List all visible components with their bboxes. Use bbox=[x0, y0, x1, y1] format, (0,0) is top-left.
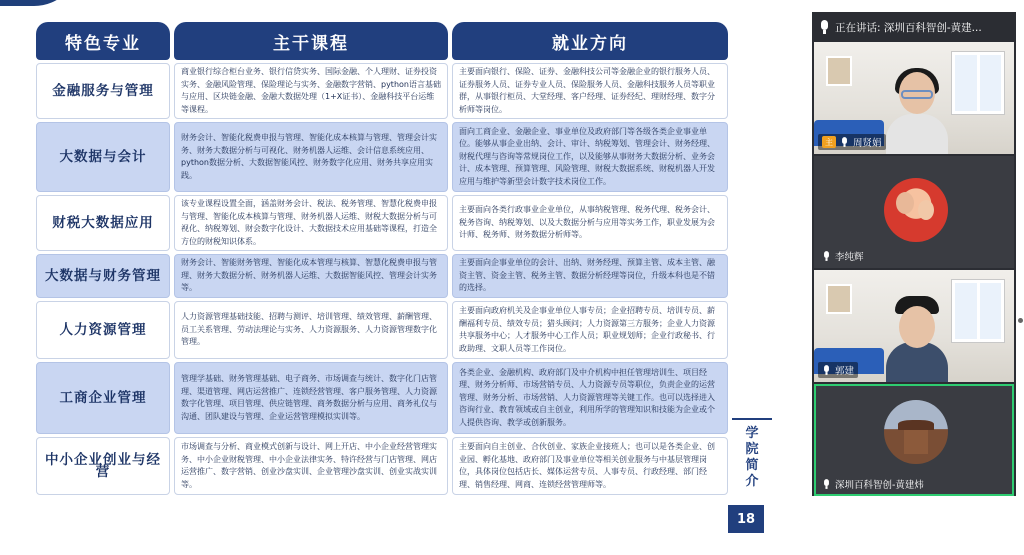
wall-painting bbox=[826, 284, 852, 314]
microphone-icon bbox=[841, 137, 847, 147]
microphone-icon bbox=[820, 20, 829, 34]
header-jobs: 就业方向 bbox=[452, 22, 728, 60]
side-title-char: 学 bbox=[745, 426, 759, 441]
participant-avatar bbox=[884, 178, 948, 242]
table-header-row bbox=[36, 22, 728, 60]
major-jobs: 主要面向银行、保险、证券、金融科技公司等金融企业的银行服务人员、证券服务人员、证券专业人员、保险服务人员、金融科技服务人员等职业群，从事银行柜员、大堂经理、客户经理、证券经纪、理财经理、数字分析师等岗位。 bbox=[452, 63, 728, 119]
participant-name: 深圳百科智创-黄建炜 bbox=[835, 480, 924, 491]
side-title-char: 简 bbox=[745, 458, 759, 473]
wall-painting bbox=[826, 56, 852, 86]
microphone-icon bbox=[823, 365, 829, 375]
major-name: 金融服务与管理 bbox=[36, 63, 170, 119]
person-body bbox=[886, 342, 948, 382]
participant-name-tag bbox=[818, 476, 928, 492]
microphone-icon bbox=[823, 479, 829, 489]
table-row bbox=[36, 362, 728, 434]
major-name: 人力资源管理 bbox=[36, 301, 170, 359]
microphone-icon bbox=[823, 251, 829, 261]
person-body bbox=[886, 114, 948, 154]
participant-video bbox=[886, 72, 948, 154]
major-name: 财税大数据应用 bbox=[36, 195, 170, 251]
major-jobs: 主要面向政府机关及企事业单位人事专员；企业招聘专员、培训专员、薪酬福利专员、绩效专员；猎头顾问；人力资源第三方服务；企业人力资源共享服务中心；人才服务中心工作人员；职业规划师；企业行政秘书、行政助理、文职人员等工作岗位。 bbox=[452, 301, 728, 359]
participant-name: 郭建 bbox=[835, 366, 855, 377]
speaking-label: 正在讲话: 深圳百科智创-黄建... bbox=[835, 21, 982, 34]
table-row bbox=[36, 254, 728, 298]
person-head bbox=[899, 306, 935, 348]
side-title-char: 院 bbox=[745, 442, 759, 457]
host-badge-icon: 主 bbox=[822, 136, 836, 148]
participant-name: 李纯辉 bbox=[835, 252, 864, 263]
speaking-indicator bbox=[812, 12, 1016, 42]
window bbox=[952, 280, 1004, 342]
major-jobs: 主要面向各类行政事业企业单位，从事纳税管理、税务代理、税务会计、税务咨询、纳税筹划、以及大数据分析与应用等实务工作，职业发展为会计师、税务师、财务数据分析师等。 bbox=[452, 195, 728, 251]
major-jobs: 主要面向企事业单位的会计、出纳、财务经理、预算主管、成本主管、融资主管、资金主管、税务主管、数据分析经理等岗位，升级本科也是不错的选择。 bbox=[452, 254, 728, 298]
major-jobs: 面向工商企业、金融企业、事业单位及政府部门等各级各类企业事业单位。能够从事企业出纳、会计、审计、纳税筹划、管理会计、财务经理、财税代理与咨询等常规岗位工作，以及能够从事财务大数据分析、业务会计、成本管理、预算管理、风险管理、财税大数据系统、财税机器人开发应用与维护等新型会计数字技术岗位工作。 bbox=[452, 122, 728, 192]
participant-name-tag bbox=[818, 362, 858, 378]
major-courses: 商业银行综合柜台业务、银行信贷实务、国际金融、个人理财、证券投资实务、金融风险管理、保险理论与实务、金融数字营销、python语言基础与应用、区块链金融、金融大数据处理（1+X证书）、金融科技平台运维等课程。 bbox=[174, 63, 448, 119]
major-courses: 人力资源管理基础技能、招聘与测评、培训管理、绩效管理、薪酬管理、员工关系管理、劳动法理论与实务、人力资源服务、人力资源管理数字化管理。 bbox=[174, 301, 448, 359]
major-name: 中小企业创业与经营 bbox=[36, 437, 170, 495]
major-jobs: 各类企业、金融机构、政府部门及中介机构中担任管理培训生、项目经理、财务分析师、市场营销专员、人力资源专员等职位，负责企业的运营管理、财务分析、市场营销、人力资源管理等关键工作。也可以选择进入咨询行业、教育领域或自主创业，利用所学的管理知识和技能为企业或个人提供咨询、教学或创新服务。 bbox=[452, 362, 728, 434]
window bbox=[952, 52, 1004, 114]
participant-tile[interactable] bbox=[814, 270, 1014, 382]
major-courses: 管理学基础、财务管理基础、电子商务、市场调查与统计、数字化门店管理、渠道管理、网店运营推广、连锁经营管理、客户服务管理、人力资源数字化管理、项目管理、供应链管理、商务数据分析与应用、商务礼仪与沟通、团队建设与管理、企业运营管理模拟实训等。 bbox=[174, 362, 448, 434]
major-courses: 财务会计、智能化税费申报与管理、智能化成本核算与管理、管理会计实务、财务大数据分析与可视化、财务机器人运维、会计信息系统应用、python数据分析、大数据智能风控、财务数字化应用、财务共享应用实践。 bbox=[174, 122, 448, 192]
glasses bbox=[901, 90, 933, 99]
major-courses: 财务会计、智能财务管理、智能化成本管理与核算、智慧化税费申报与管理、财务大数据分析、财务机器人运维、大数据智能风控、管理会计实务等。 bbox=[174, 254, 448, 298]
participant-tile-active-speaker[interactable] bbox=[814, 384, 1014, 496]
table-row bbox=[36, 63, 728, 119]
table-row bbox=[36, 301, 728, 359]
participant-tile[interactable] bbox=[814, 156, 1014, 268]
major-jobs: 主要面向自主创业、合伙创业、家族企业接班人；也可以是各类企业、创业园、孵化基地、政府部门及事业单位等相关创业服务与中基层管理岗位，具体岗位包括店长、媒体运营专员、人事专员、行政经理、部门经理、销售经理、网商、连锁经营管理师等。 bbox=[452, 437, 728, 495]
participant-name-tag bbox=[818, 134, 886, 150]
table-row bbox=[36, 122, 728, 192]
side-title-char: 介 bbox=[745, 474, 759, 489]
major-name: 大数据与会计 bbox=[36, 122, 170, 192]
meeting-video-panel bbox=[812, 12, 1016, 496]
participant-name: 周贤娟 bbox=[853, 138, 882, 149]
participant-tile[interactable] bbox=[814, 42, 1014, 154]
participant-video bbox=[886, 300, 948, 382]
slide-corner-decoration bbox=[0, 0, 80, 6]
major-name: 大数据与财务管理 bbox=[36, 254, 170, 298]
major-name: 工商企业管理 bbox=[36, 362, 170, 434]
participant-avatar bbox=[884, 400, 948, 464]
page-number: 18 bbox=[728, 505, 764, 533]
header-major: 特色专业 bbox=[36, 22, 170, 60]
table-row bbox=[36, 437, 728, 495]
majors-table bbox=[36, 22, 728, 498]
header-courses: 主干课程 bbox=[174, 22, 448, 60]
major-courses: 该专业课程设置全面，涵盖财务会计、税法、税务管理、智慧化税费申报与管理、智能化成本核算与管理、财务机器人运维、财税大数据分析与可视化、纳税筹划、财会数字化设计、大数据技术应用基础等课程，打造全方位的财税知识体系。 bbox=[174, 195, 448, 251]
participant-name-tag bbox=[818, 248, 868, 264]
table-row bbox=[36, 195, 728, 251]
panel-collapse-handle[interactable] bbox=[1018, 318, 1023, 323]
section-side-title bbox=[732, 418, 772, 492]
major-courses: 市场调查与分析、商业模式创新与设计、网上开店、中小企业经营管理实务、中小企业财税管理、中小企业法律实务、特许经营与门店管理、网店运营推广、数字营销、创业沙盘实训、企业管理沙盘实训、创业实战实训等。 bbox=[174, 437, 448, 495]
